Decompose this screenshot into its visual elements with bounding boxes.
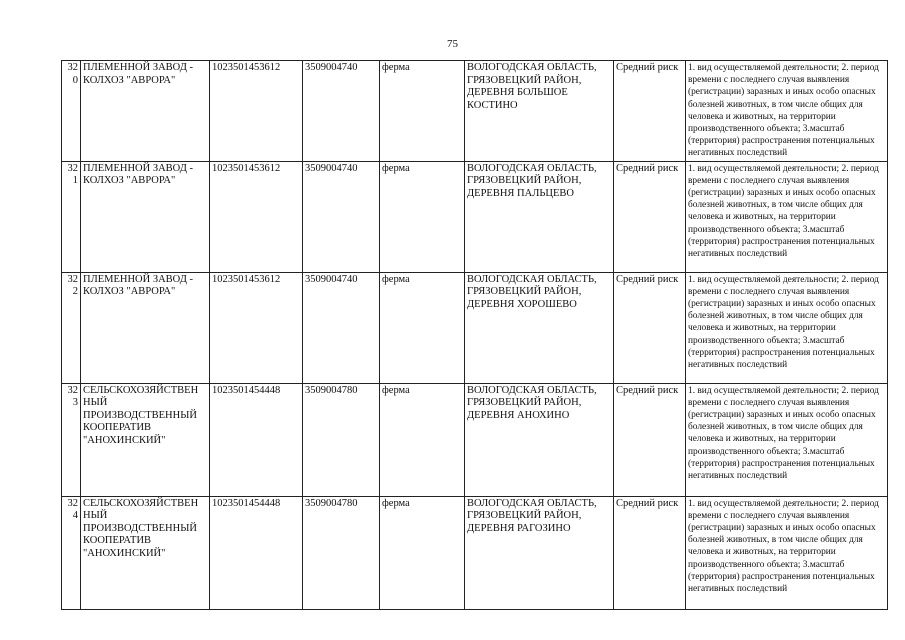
organization-name: СЕЛЬСКОХОЗЯЙСТВЕН НЫЙ ПРОИЗВОДСТВЕННЫЙ КООПЕРАТИВ "АНОХИНСКИЙ" [81, 383, 210, 496]
ogrn-cell: 1023501453612 [210, 61, 303, 162]
criteria-cell: 1. вид осуществляемой деятельности; 2. период времени с последнего случая выявления (регистрации) заразных и иных особо опасных болезней животных, в том числе общих для человека и животных, на территории производственного объекта; 3.масштаб (территория) распространения потенциальных негативных последствий [686, 272, 888, 383]
criteria-cell: 1. вид осуществляемой деятельности; 2. период времени с последнего случая выявления (регистрации) заразных и иных особо опасных болезней животных, в том числе общих для человека и животных, на территории производственного объекта; 3.масштаб (территория) распространения потенциальных негативных последствий [686, 383, 888, 496]
address-cell: ВОЛОГОДСКАЯ ОБЛАСТЬ, ГРЯЗОВЕЦКИЙ РАЙОН, ДЕРЕВНЯ РАГОЗИНО [465, 496, 614, 609]
table-row [62, 496, 888, 609]
risk-category: Средний риск [614, 496, 686, 609]
row-number: 323 [62, 383, 81, 496]
table-row [62, 61, 888, 162]
object-type: ферма [380, 272, 465, 383]
criteria-cell: 1. вид осуществляемой деятельности; 2. период времени с последнего случая выявления (регистрации) заразных и иных особо опасных болезней животных, в том числе общих для человека и животных, на территории производственного объекта; 3.масштаб (территория) распространения потенциальных негативных последствий [686, 161, 888, 272]
ogrn-cell: 1023501454448 [210, 383, 303, 496]
inn-cell: 3509004780 [303, 383, 380, 496]
organization-name: ПЛЕМЕННОЙ ЗАВОД - КОЛХОЗ "АВРОРА" [81, 61, 210, 162]
inn-cell: 3509004780 [303, 496, 380, 609]
table-row [62, 383, 888, 496]
risk-category: Средний риск [614, 61, 686, 162]
table-row [62, 161, 888, 272]
object-type: ферма [380, 161, 465, 272]
object-type: ферма [380, 496, 465, 609]
object-type: ферма [380, 61, 465, 162]
inn-cell: 3509004740 [303, 61, 380, 162]
page-number: 75 [447, 38, 458, 50]
criteria-cell: 1. вид осуществляемой деятельности; 2. период времени с последнего случая выявления (регистрации) заразных и иных особо опасных болезней животных, в том числе общих для человека и животных, на территории производственного объекта; 3.масштаб (территория) распространения потенциальных негативных последствий [686, 61, 888, 162]
address-cell: ВОЛОГОДСКАЯ ОБЛАСТЬ, ГРЯЗОВЕЦКИЙ РАЙОН, ДЕРЕВНЯ ХОРОШЕВО [465, 272, 614, 383]
object-type: ферма [380, 383, 465, 496]
table-row [62, 272, 888, 383]
registry-table [61, 60, 888, 610]
organization-name: ПЛЕМЕННОЙ ЗАВОД - КОЛХОЗ "АВРОРА" [81, 272, 210, 383]
risk-category: Средний риск [614, 161, 686, 272]
risk-category: Средний риск [614, 272, 686, 383]
row-number: 322 [62, 272, 81, 383]
row-number: 324 [62, 496, 81, 609]
row-number: 320 [62, 61, 81, 162]
organization-name: СЕЛЬСКОХОЗЯЙСТВЕН НЫЙ ПРОИЗВОДСТВЕННЫЙ КООПЕРАТИВ "АНОХИНСКИЙ" [81, 496, 210, 609]
inn-cell: 3509004740 [303, 272, 380, 383]
organization-name: ПЛЕМЕННОЙ ЗАВОД - КОЛХОЗ "АВРОРА" [81, 161, 210, 272]
ogrn-cell: 1023501453612 [210, 161, 303, 272]
risk-category: Средний риск [614, 383, 686, 496]
ogrn-cell: 1023501453612 [210, 272, 303, 383]
address-cell: ВОЛОГОДСКАЯ ОБЛАСТЬ, ГРЯЗОВЕЦКИЙ РАЙОН, ДЕРЕВНЯ ПАЛЬЦЕВО [465, 161, 614, 272]
ogrn-cell: 1023501454448 [210, 496, 303, 609]
address-cell: ВОЛОГОДСКАЯ ОБЛАСТЬ, ГРЯЗОВЕЦКИЙ РАЙОН, ДЕРЕВНЯ БОЛЬШОЕ КОСТИНО [465, 61, 614, 162]
row-number: 321 [62, 161, 81, 272]
inn-cell: 3509004740 [303, 161, 380, 272]
address-cell: ВОЛОГОДСКАЯ ОБЛАСТЬ, ГРЯЗОВЕЦКИЙ РАЙОН, ДЕРЕВНЯ АНОХИНО [465, 383, 614, 496]
criteria-cell: 1. вид осуществляемой деятельности; 2. период времени с последнего случая выявления (регистрации) заразных и иных особо опасных болезней животных, в том числе общих для человека и животных, на территории производственного объекта; 3.масштаб (территория) распространения потенциальных негативных последствий [686, 496, 888, 609]
